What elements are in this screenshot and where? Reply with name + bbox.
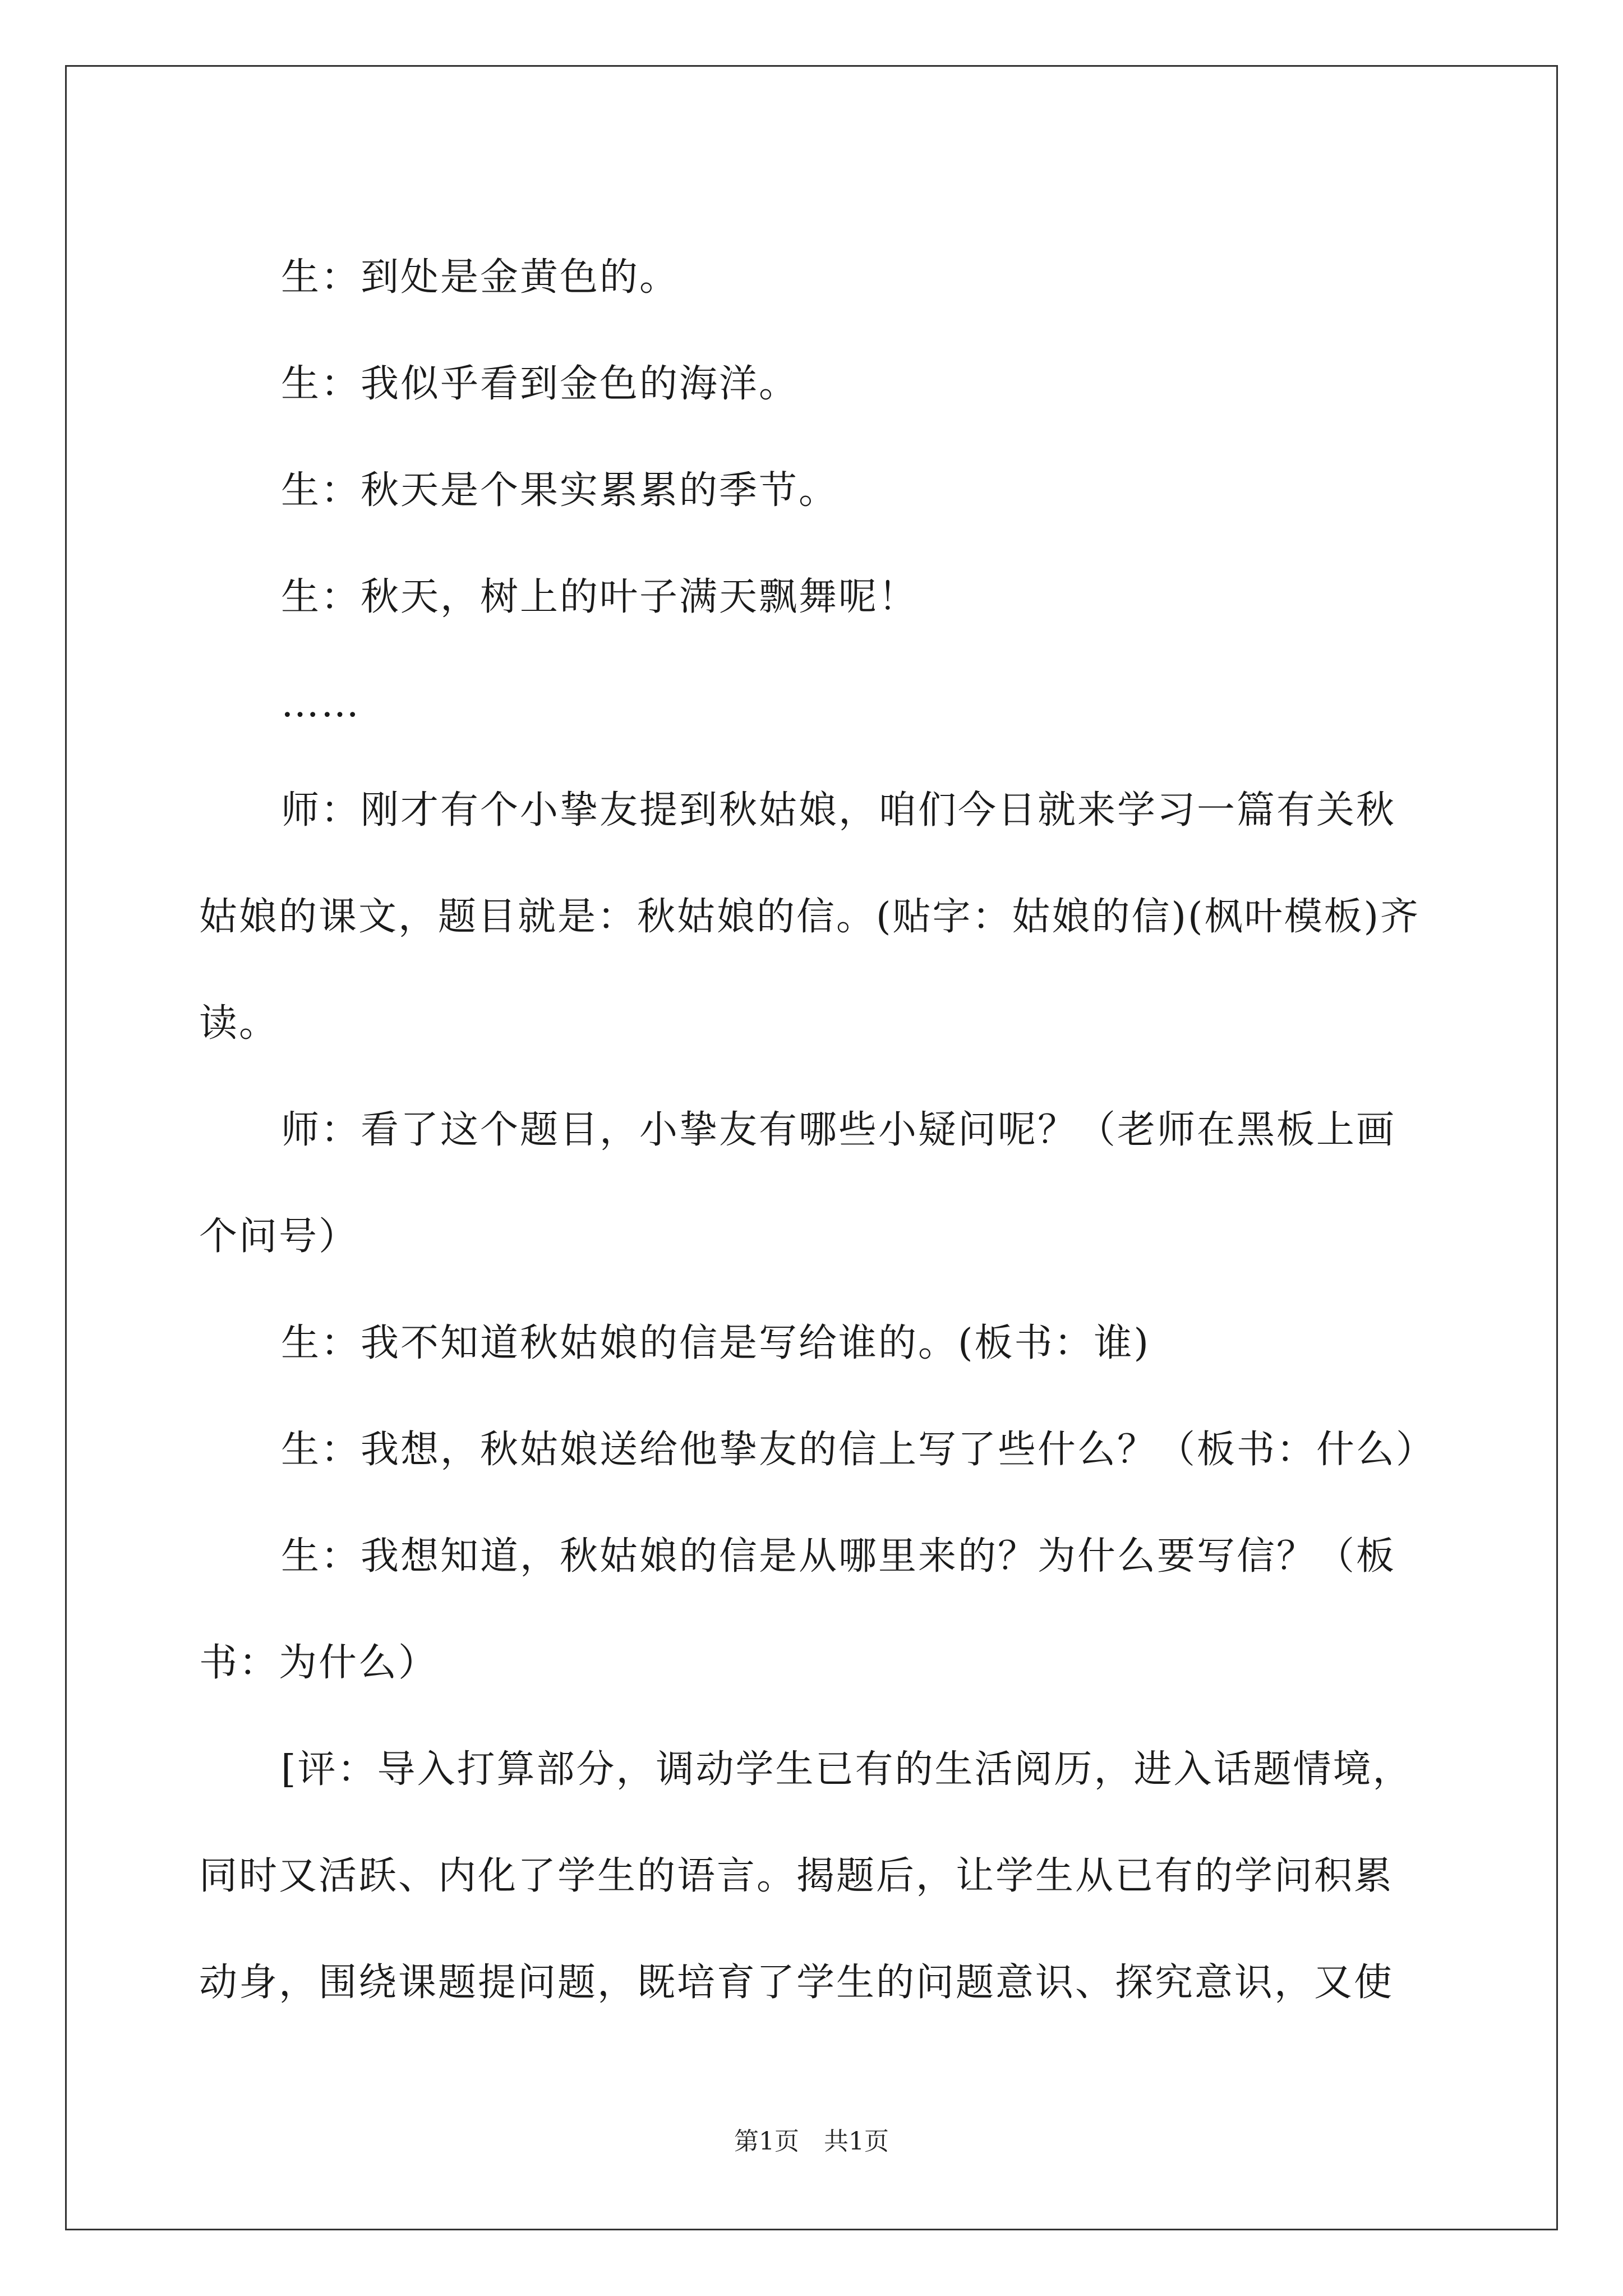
paragraph-7: 师：看了这个题目，小挚友有哪些小疑问呢？（老师在黑板上画个问号） (199, 1108, 1396, 1259)
paragraph-11: [评：导入打算部分，调动学生已有的生活阅历，进入话题情境，同时又活跃、内化了学生的语言。揭题后，让学生从已有的学问积累动身，围绕课题提问题，既培育了学生的问题意识、探究意识，又使 (199, 1747, 1413, 2005)
paragraph-4: 生：秋天，树上的叶子满天飘舞呢！ (281, 575, 919, 619)
paragraph-3: 生：秋天是个果实累累的季节。 (281, 468, 839, 513)
page-footer: 第1页 共1页 (734, 2127, 889, 2156)
paragraph-2: 生：我似乎看到金色的海洋。 (281, 362, 799, 406)
paragraph-9: 生：我想，秋姑娘送给他挚友的信上写了些什么？（板书：什么） (281, 1428, 1436, 1472)
document-body (199, 224, 1436, 2036)
paragraph-6: 师：刚才有个小挚友提到秋姑娘，咱们今日就来学习一篇有关秋姑娘的课文，题目就是：秋姑娘的信。(贴字：姑娘的信)(枫叶模板)齐读。 (199, 788, 1421, 1046)
paragraph-1: 生：到处是金黄色的。 (281, 255, 680, 300)
paragraph-ellipsis: …… (281, 682, 361, 726)
paragraph-8: 生：我不知道秋姑娘的信是写给谁的。(板书：谁) (281, 1321, 1151, 1365)
paragraph-10: 生：我想知道，秋姑娘的信是从哪里来的？为什么要写信？（板书：为什么） (199, 1534, 1396, 1685)
